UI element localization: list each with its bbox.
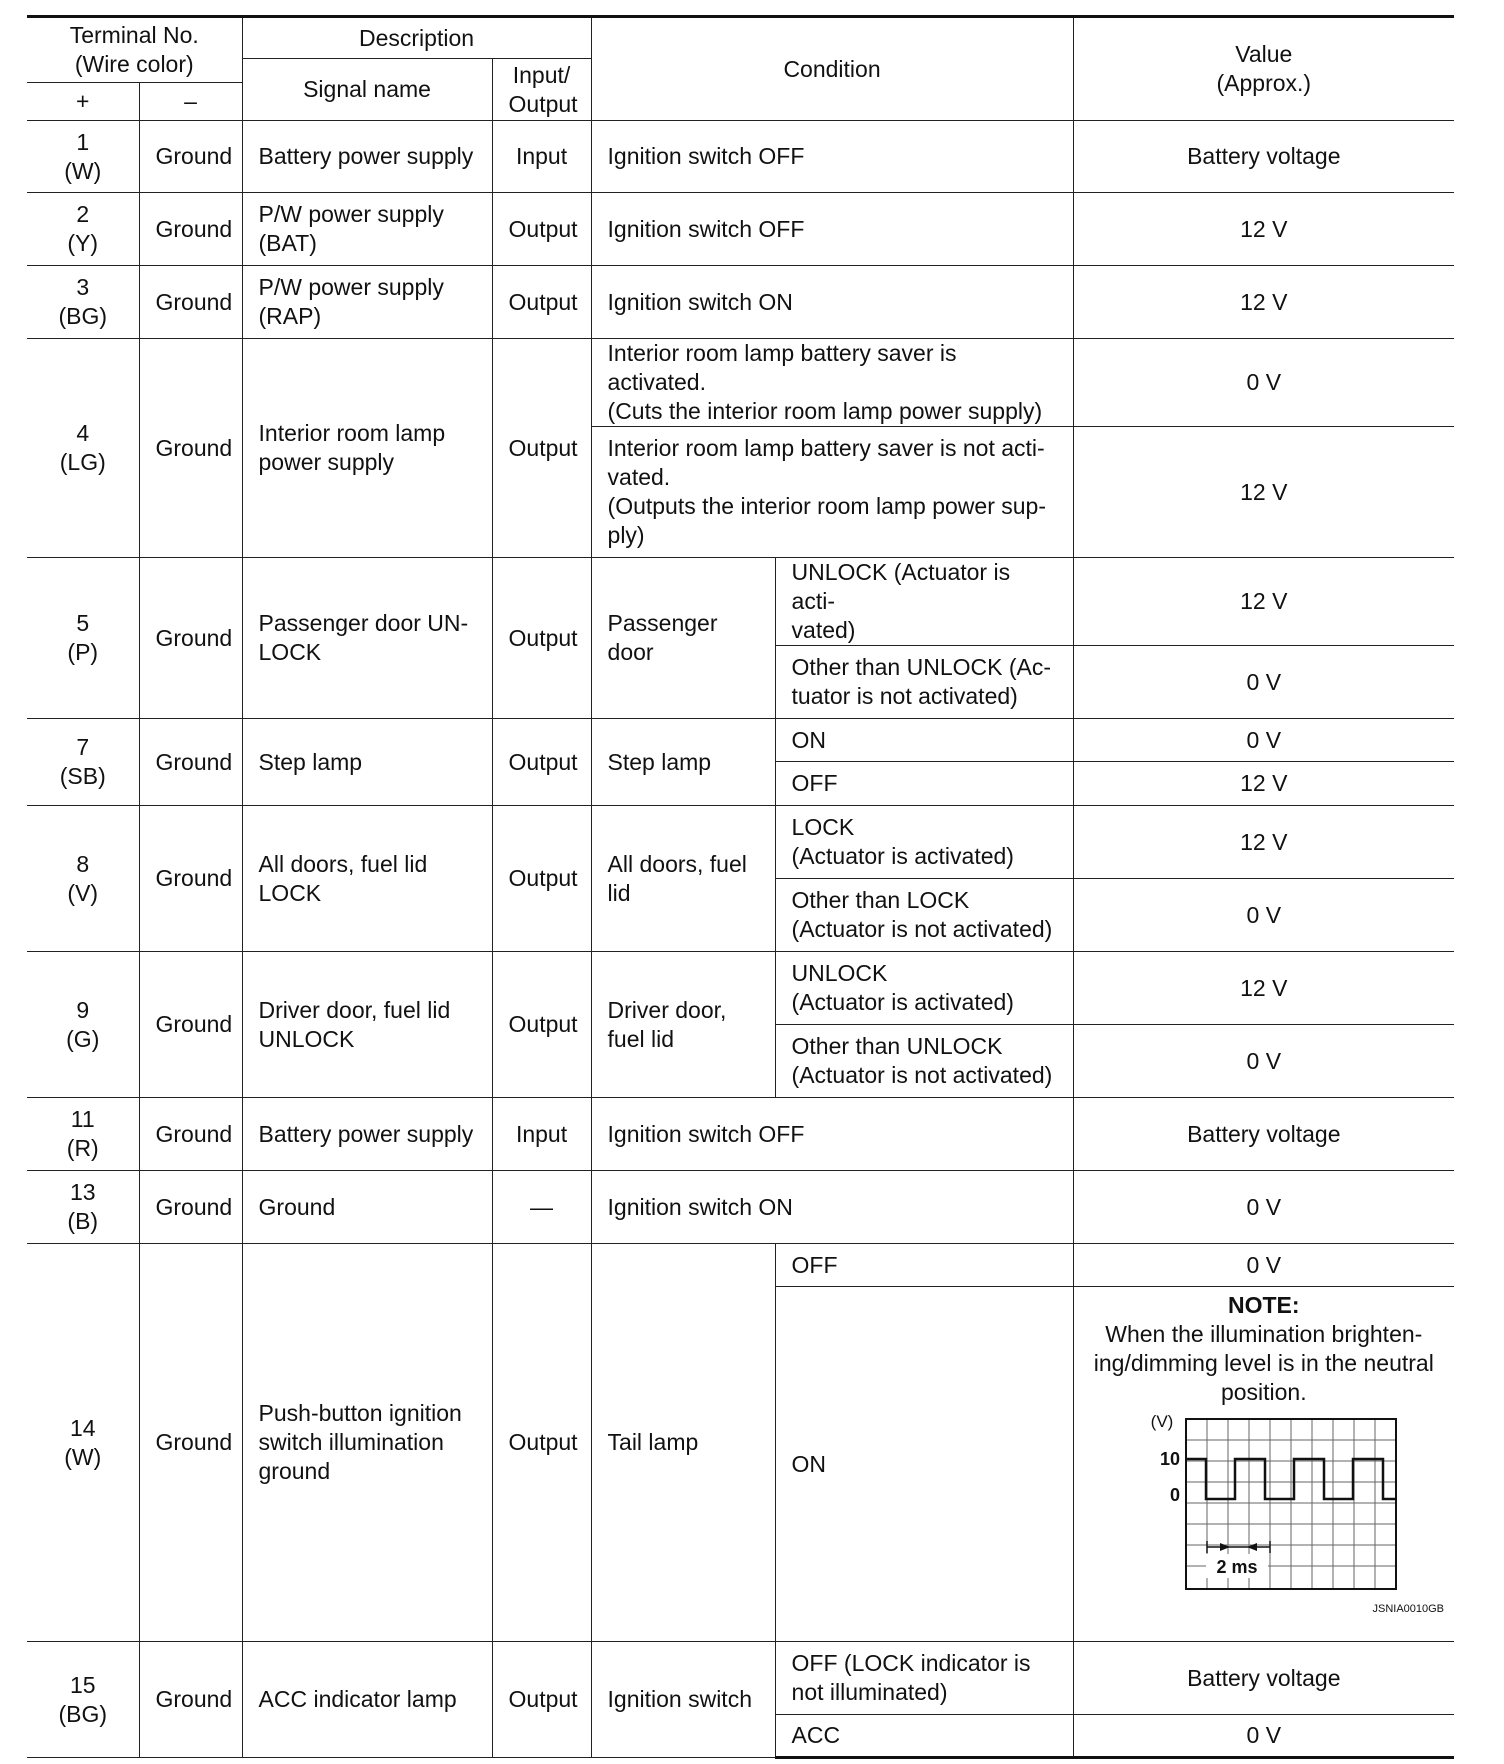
io-cell: Output (492, 193, 591, 266)
subcondition-cell: Other than LOCK (Actuator is not activated) (775, 879, 1073, 952)
value-cell: 0 V (1073, 719, 1454, 762)
io-cell: Output (492, 806, 591, 952)
terminal-table (27, 15, 1454, 1759)
table-row (27, 1642, 1454, 1715)
table-row (27, 266, 1454, 339)
header-value: Value (Approx.) (1073, 17, 1454, 121)
table-row (27, 1244, 1454, 1287)
value-cell: 0 V (1073, 879, 1454, 952)
signal-cell: Passenger door UN- LOCK (242, 558, 492, 719)
io-cell: Output (492, 558, 591, 719)
terminal-cell: 3 (BG) (27, 266, 139, 339)
condition-cell: Driver door, fuel lid (591, 952, 775, 1098)
table-row (27, 558, 1454, 646)
subcondition-cell: Other than UNLOCK (Ac- tuator is not activated) (775, 646, 1073, 719)
terminal-spec-sheet (27, 15, 1454, 1759)
table-row (27, 1098, 1454, 1171)
header-description: Description (242, 17, 591, 59)
io-cell: Output (492, 339, 591, 558)
condition-cell: Interior room lamp battery saver is not acti- vated. (Outputs the interior room lamp power sup- ply) (591, 427, 1073, 558)
waveform-y-high: 10 (1159, 1449, 1180, 1469)
value-cell: 12 V (1073, 952, 1454, 1025)
value-cell: 0 V (1073, 1171, 1454, 1244)
io-cell: Output (492, 1642, 591, 1758)
figure-code: JSNIA0010GB (1372, 1603, 1445, 1615)
signal-cell: Driver door, fuel lid UNLOCK (242, 952, 492, 1098)
value-cell: 12 V (1073, 558, 1454, 646)
terminal-cell: 4 (LG) (27, 339, 139, 558)
header-plus: + (27, 83, 139, 121)
io-cell: Input (492, 1098, 591, 1171)
condition-cell: Ignition switch (591, 1642, 775, 1758)
signal-cell: Battery power supply (242, 121, 492, 193)
terminal-cell: 13 (B) (27, 1171, 139, 1244)
table-row (27, 952, 1454, 1025)
condition-cell: Passenger door (591, 558, 775, 719)
value-cell: 0 V (1073, 646, 1454, 719)
table-row (27, 193, 1454, 266)
ground-cell: Ground (139, 806, 242, 952)
value-cell: 12 V (1073, 193, 1454, 266)
ground-cell: Ground (139, 558, 242, 719)
value-cell: 0 V (1073, 1244, 1454, 1287)
ground-cell: Ground (139, 1642, 242, 1758)
value-cell: 12 V (1073, 427, 1454, 558)
condition-cell: Ignition switch OFF (591, 193, 1073, 266)
header-signal-name: Signal name (242, 59, 492, 121)
condition-cell: Ignition switch OFF (591, 1098, 1073, 1171)
waveform-value-cell (1073, 1287, 1454, 1642)
waveform-y-unit: (V) (1150, 1413, 1174, 1431)
terminal-cell: 8 (V) (27, 806, 139, 952)
condition-cell: Ignition switch ON (591, 1171, 1073, 1244)
signal-cell: Ground (242, 1171, 492, 1244)
ground-cell: Ground (139, 719, 242, 806)
terminal-cell: 9 (G) (27, 952, 139, 1098)
waveform-diagram (1114, 1413, 1414, 1591)
subcondition-cell: UNLOCK (Actuator is acti- vated) (775, 558, 1073, 646)
table-row (27, 121, 1454, 193)
terminal-cell: 7 (SB) (27, 719, 139, 806)
signal-cell: P/W power supply (BAT) (242, 193, 492, 266)
note-title: NOTE: (1228, 1292, 1300, 1318)
value-cell: Battery voltage (1073, 1098, 1454, 1171)
terminal-cell: 5 (P) (27, 558, 139, 719)
condition-cell: Ignition switch OFF (591, 121, 1073, 193)
ground-cell: Ground (139, 1171, 242, 1244)
header-row (27, 17, 1454, 59)
condition-cell: All doors, fuel lid (591, 806, 775, 952)
subcondition-cell: Other than UNLOCK (Actuator is not activated) (775, 1025, 1073, 1098)
value-cell: Battery voltage (1073, 121, 1454, 193)
io-cell: Output (492, 952, 591, 1098)
subcondition-cell: ON (775, 1287, 1073, 1642)
ground-cell: Ground (139, 193, 242, 266)
signal-cell: Interior room lamp power supply (242, 339, 492, 558)
terminal-cell: 1 (W) (27, 121, 139, 193)
signal-cell: All doors, fuel lid LOCK (242, 806, 492, 952)
value-cell: 12 V (1073, 762, 1454, 806)
table-row (27, 1171, 1454, 1244)
signal-cell: ACC indicator lamp (242, 1642, 492, 1758)
terminal-cell: 15 (BG) (27, 1642, 139, 1758)
ground-cell: Ground (139, 266, 242, 339)
ground-cell: Ground (139, 1098, 242, 1171)
ground-cell: Ground (139, 1244, 242, 1642)
subcondition-cell: OFF (775, 1244, 1073, 1287)
value-cell: 0 V (1073, 339, 1454, 427)
terminal-cell: 11 (R) (27, 1098, 139, 1171)
ground-cell: Ground (139, 952, 242, 1098)
terminal-cell: 2 (Y) (27, 193, 139, 266)
subcondition-cell: ACC (775, 1715, 1073, 1758)
waveform-y-low: 0 (1169, 1485, 1180, 1505)
note-text: When the illumination brighten- ing/dimming level is in the neutral position. (1093, 1321, 1434, 1405)
subcondition-cell: OFF (775, 762, 1073, 806)
io-cell: — (492, 1171, 591, 1244)
ground-cell: Ground (139, 339, 242, 558)
signal-cell: Step lamp (242, 719, 492, 806)
io-cell: Output (492, 1244, 591, 1642)
io-cell: Output (492, 719, 591, 806)
condition-cell: Ignition switch ON (591, 266, 1073, 339)
header-io: Input/ Output (492, 59, 591, 121)
value-cell: Battery voltage (1073, 1642, 1454, 1715)
value-cell: 12 V (1073, 806, 1454, 879)
value-cell: 12 V (1073, 266, 1454, 339)
value-cell: 0 V (1073, 1025, 1454, 1098)
signal-cell: Push-button ignition switch illumination ground (242, 1244, 492, 1642)
condition-cell: Interior room lamp battery saver is activated. (Cuts the interior room lamp power supply) (591, 339, 1073, 427)
table-row (27, 806, 1454, 879)
subcondition-cell: UNLOCK (Actuator is activated) (775, 952, 1073, 1025)
ground-cell: Ground (139, 121, 242, 193)
table-row (27, 339, 1454, 427)
subcondition-cell: ON (775, 719, 1073, 762)
subcondition-cell: LOCK (Actuator is activated) (775, 806, 1073, 879)
condition-cell: Step lamp (591, 719, 775, 806)
table-row (27, 719, 1454, 762)
signal-cell: P/W power supply (RAP) (242, 266, 492, 339)
value-cell: 0 V (1073, 1715, 1454, 1758)
subcondition-cell: OFF (LOCK indicator is not illuminated) (775, 1642, 1073, 1715)
waveform-period-label: 2 ms (1216, 1557, 1258, 1577)
io-cell: Input (492, 121, 591, 193)
header-terminal: Terminal No. (Wire color) (27, 17, 242, 83)
terminal-cell: 14 (W) (27, 1244, 139, 1642)
condition-cell: Tail lamp (591, 1244, 775, 1642)
header-condition: Condition (591, 17, 1073, 121)
header-minus: – (139, 83, 242, 121)
io-cell: Output (492, 266, 591, 339)
signal-cell: Battery power supply (242, 1098, 492, 1171)
